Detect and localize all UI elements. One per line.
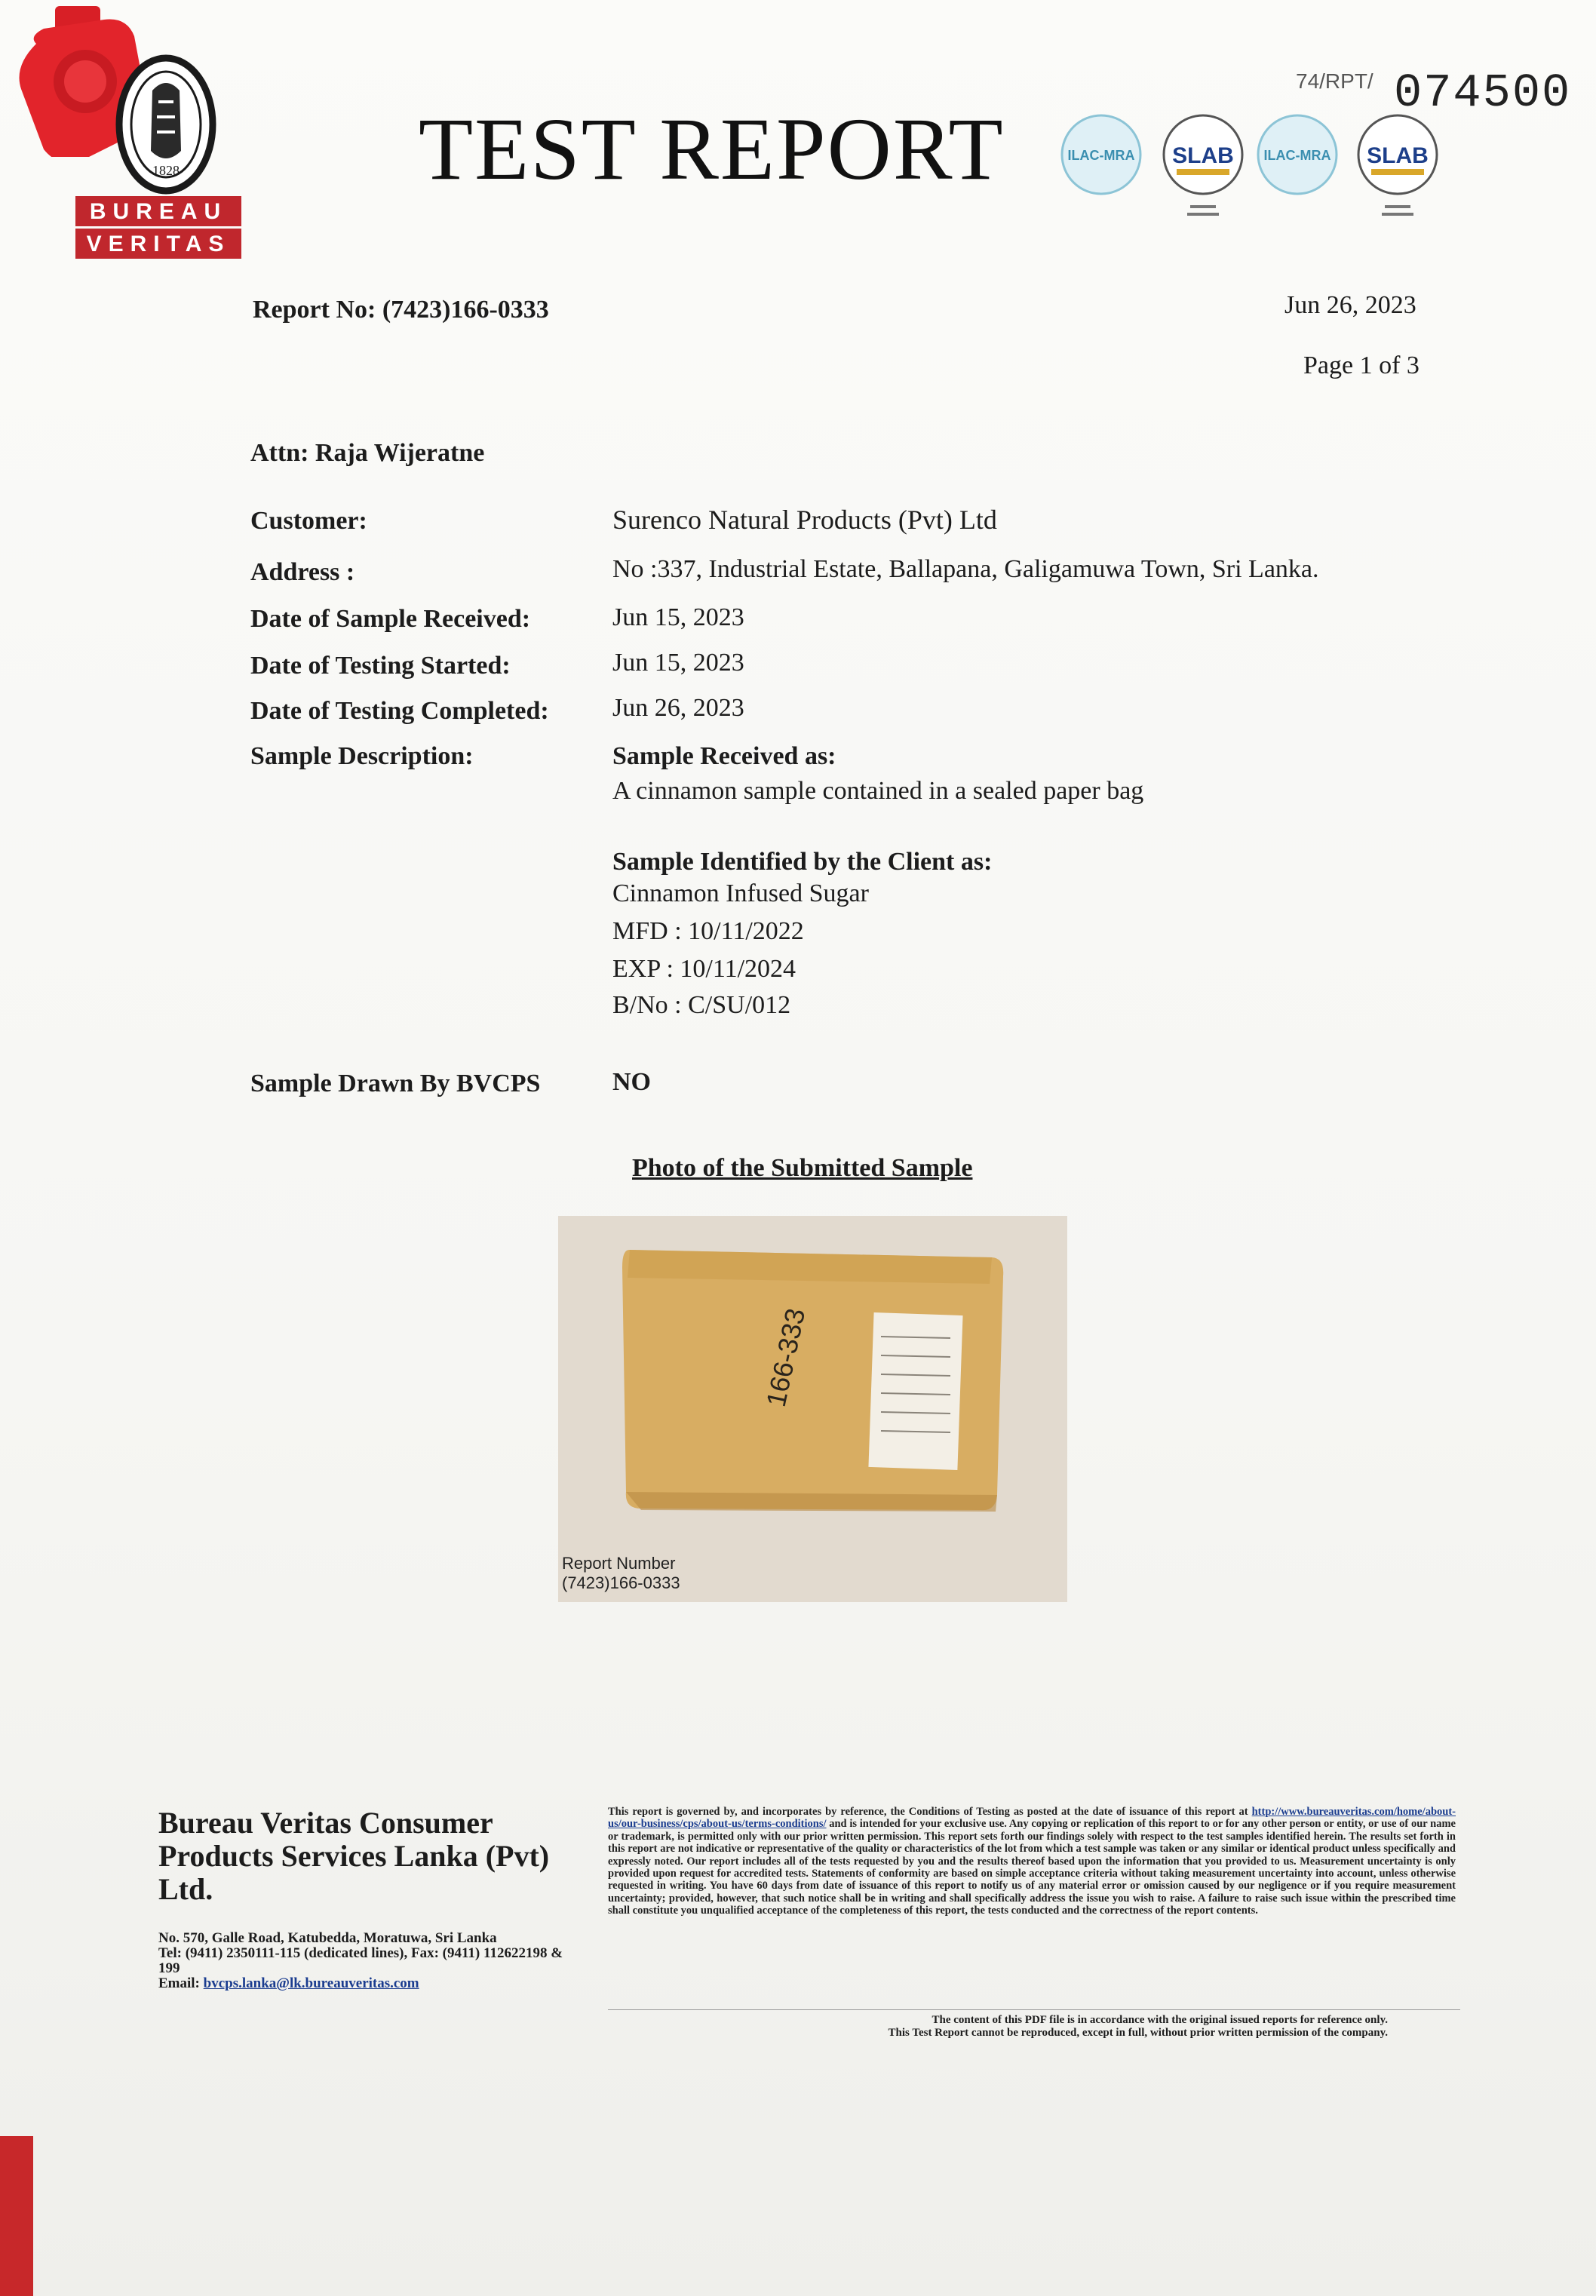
sample-identified-line: Cinnamon Infused Sugar [612,879,869,907]
red-edge-strip [0,2136,33,2296]
attention-line: Attn: Raja Wijeratne [250,439,485,467]
address-label: Address : [250,558,355,586]
sample-received-label: Date of Sample Received: [250,605,531,633]
disclaimer-start: This report is governed by, and incorporates by reference, the Conditions of Testing as posted at the date of issuance of this report at [608,1806,1248,1818]
email-label: Email: [158,1975,204,1991]
svg-text:VERITAS: VERITAS [86,232,231,256]
bureau-veritas-logo [68,45,241,264]
svg-text:ILAC-MRA: ILAC-MRA [1067,148,1135,163]
testing-started-value: Jun 15, 2023 [612,649,744,677]
testing-started-label: Date of Testing Started: [250,652,511,680]
company-street: No. 570, Galle Road, Katubedda, Moratuwa, Sri Lanka [158,1930,497,1946]
pdf-note [762,2014,1388,2040]
customer-value: Surenco Natural Products (Pvt) Ltd [612,505,997,535]
sample-identified-line: MFD : 10/11/2022 [612,917,804,945]
disclaimer-rest: and is intended for your exclusive use. Any copying or replication of this report to or for any other person or entity, or use of our name or trademark, is permitted only with our prior written permission. This report sets forth our findings solely with respect to the test samples identified herein. The results set forth in this report are not indicative or representative of the quality or characteristics of the lot from which a test sample was taken or any similar or identical product unless specifically and expressly noted. Our report includes all of the tests requested by you and the results thereof based upon the information that you provided to us. Measurement uncertainty is only provided upon request for accredited tests. Statements of conformity are based on simple acceptance criteria without taking measurement uncertainty into account, unless otherwise requested in writing. You have 60 days from date of issuance of this report to notify us of any material error or omission caused by our negligence or if you require measurement uncertainty; provided, however, that such notice shall be in writing and shall specifically address the issue you wish to raise. A failure to raise such issue within the prescribed time shall constitute you unqualified acceptance of the completeness of this report, the tests conducted and the correctness of the report contents. [608,1818,1456,1917]
disclaimer-text [608,1806,1456,1917]
sample-received-value: Jun 15, 2023 [612,603,744,631]
sample-description-label: Sample Description: [250,742,474,770]
company-name: Bureau Veritas Consumer Products Services Lanka (Pvt) Ltd. [158,1806,550,1906]
footer-divider [608,2009,1460,2010]
testing-completed-label: Date of Testing Completed: [250,697,549,725]
company-email-row [158,1976,581,1991]
company-address [158,1931,581,1991]
slab-badge-icon [1356,113,1439,226]
sample-received-as-value: A cinnamon sample contained in a sealed paper bag [612,777,1144,805]
sample-photo [558,1216,1067,1602]
pdf-note-line: The content of this PDF file is in accordance with the original issued reports for reference only. [932,2014,1388,2026]
ilac-mra-badge-icon [1060,113,1143,226]
serial-prefix: 74/RPT/ [1296,69,1373,93]
svg-text:SLAB: SLAB [1172,143,1234,168]
svg-text:166-333: 166-333 [760,1305,812,1410]
photo-caption-line: (7423)166-0333 [562,1573,680,1592]
svg-text:SLAB: SLAB [1367,143,1429,168]
pdf-note-line: This Test Report cannot be reproduced, except in full, without prior written permission of the company. [888,2027,1388,2039]
photo-title: Photo of the Submitted Sample [632,1154,973,1182]
ilac-mra-badge-icon [1256,113,1339,226]
sample-identified-line: B/No : C/SU/012 [612,991,791,1019]
sample-drawn-label: Sample Drawn By BVCPS [250,1070,541,1097]
paper-bag-image [558,1216,1067,1602]
company-phone: Tel: (9411) 2350111-115 (dedicated lines), Fax: (9411) 112622198 & 199 [158,1945,563,1976]
sample-drawn-value: NO [612,1068,651,1096]
svg-text:BUREAU: BUREAU [89,199,228,224]
svg-text:ILAC-MRA: ILAC-MRA [1263,148,1331,163]
sample-received-as-heading: Sample Received as: [612,742,836,770]
sample-identified-line: EXP : 10/11/2024 [612,955,796,983]
photo-caption [562,1554,680,1593]
customer-label: Customer: [250,507,367,535]
svg-text:1828: 1828 [152,163,180,178]
email-link[interactable]: bvcps.lanka@lk.bureauveritas.com [203,1975,419,1991]
page-title: TEST REPORT [419,100,1005,198]
terms-link[interactable]: http://www.bureauveritas.com/home/about-us/our-business/cps/about-us/terms-conditions/ [608,1806,1456,1831]
report-number: Report No: (7423)166-0333 [253,296,549,324]
sample-identified-heading: Sample Identified by the Client as: [612,848,993,876]
photo-caption-line: Report Number [562,1554,676,1573]
report-date: Jun 26, 2023 [1284,291,1416,319]
address-value: No :337, Industrial Estate, Ballapana, Galigamuwa Town, Sri Lanka. [612,555,1319,583]
page-number: Page 1 of 3 [1303,351,1420,379]
testing-completed-value: Jun 26, 2023 [612,694,744,722]
slab-badge-icon [1162,113,1245,226]
serial-number: 074500 [1394,66,1572,120]
